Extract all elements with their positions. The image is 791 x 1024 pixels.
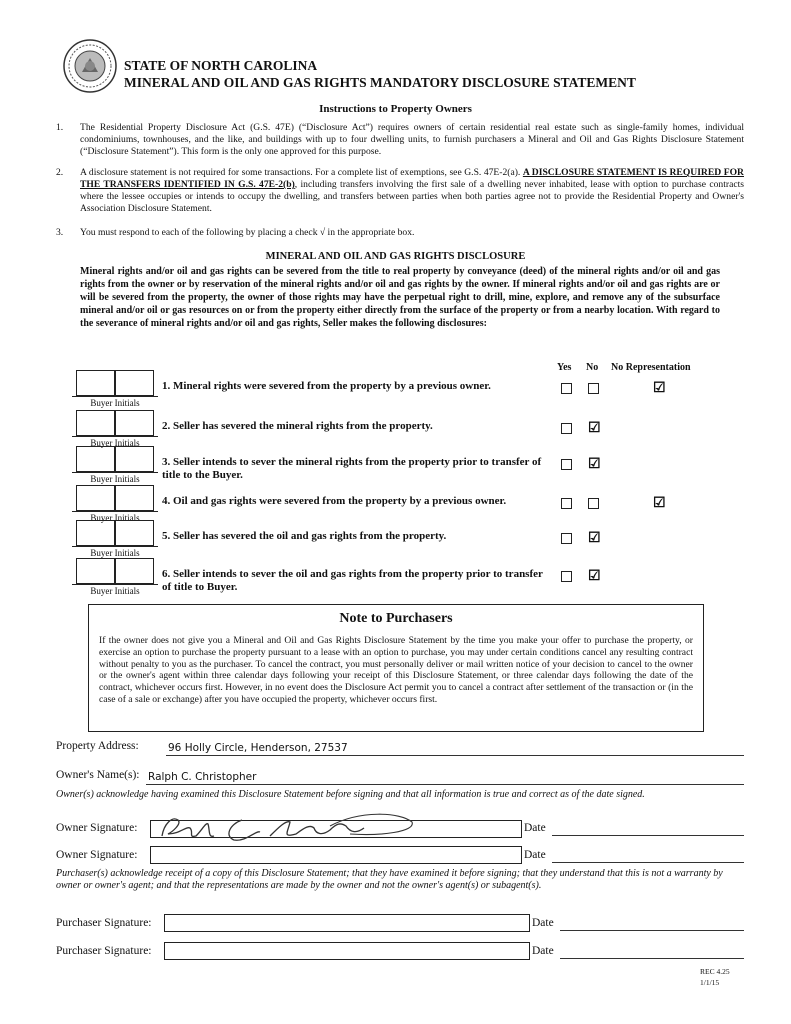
checkbox-no-2[interactable]: ☑: [588, 421, 601, 436]
owner-signature-label-2: Owner Signature:: [56, 849, 138, 861]
buyer-initials-6[interactable]: [72, 558, 158, 596]
instruction-item-1: [56, 122, 744, 158]
disclosure-statement-6: 6. Seller intends to sever the oil and gas rights from the property prior to transfer of title to Buyer.: [162, 568, 543, 593]
disclosure-statement-3: 3. Seller intends to sever the mineral rights from the property prior to transfer of title to the Buyer.: [162, 456, 542, 481]
initials-box[interactable]: [115, 370, 154, 396]
initials-box[interactable]: [115, 410, 154, 436]
buyer-initials-label: Buyer Initials: [72, 546, 158, 558]
nc-state-seal-icon: [62, 38, 118, 94]
owner-acknowledgement: Owner(s) acknowledge having examined this Disclosure Statement before signing and that all information is true and correct as of the date signed.: [56, 789, 645, 800]
instruction-item-2: [56, 167, 744, 215]
initials-box[interactable]: [115, 446, 154, 472]
initials-box[interactable]: [76, 520, 115, 546]
instruction-number: 2.: [56, 167, 64, 178]
checkbox-yes-2[interactable]: [561, 423, 572, 434]
disclosure-text: Mineral rights and/or oil and gas rights can be severed from the title to real property by conveyance (deed) of the mineral rights and/or oil and gas rights from the owner or by reservation of the mineral rights and/or oil and gas rights by the owner. If mineral rights and/or oil and gas rights are or will be severed from the property, the owner of those rights may have the perpetual right to drill, mine, explore, and remove any of the subsurface mineral and/or oil or gas resources on or from the property either directly from the surface of the property or from a nearby location. With regard to the severance of mineral rights and/or oil and gas rights, Seller makes the following disclosures:: [80, 266, 720, 329]
instruction-number: 3.: [56, 227, 64, 238]
purchaser-signature-field[interactable]: [164, 914, 530, 932]
buyer-initials-5[interactable]: [72, 520, 158, 558]
form-date: 1/1/15: [700, 978, 720, 987]
column-no: No: [586, 362, 599, 373]
owner-signature-handwriting-icon: [150, 806, 430, 848]
note-text: If the owner does not give you a Mineral and Oil and Gas Rights Disclosure Statement by the time you make your offer to purchase the property, or exercise an option to purchase the property pursuant to a lease with an option to purchase, you may under certain conditions cancel any resulting contract without penalty to you as the purchaser. To cancel the contract, you must personally deliver or mail written notice of your decision to cancel to the owner or the owner's agent within three calendar days following your receipt of this Disclosure Statement, or three calendar days following the date of the contract, whichever occurs first. However, in no event does the Disclosure Act permit you to cancel a contract after settlement of the transaction or (in the case of a sale or exchange) after you have occupied the property, whichever occurs first.: [99, 635, 693, 705]
purchaser-signature-label-2: Purchaser Signature:: [56, 945, 152, 957]
owner-signature-field-2[interactable]: [150, 846, 522, 864]
buyer-initials-label: Buyer Initials: [72, 472, 158, 484]
disclosure-statement-1: 1. Mineral rights were severed from the property by a previous owner.: [162, 380, 491, 392]
checkbox-no-6[interactable]: ☑: [588, 569, 601, 584]
owner-names-line: [146, 784, 744, 785]
owner-date-label-1: Date: [524, 822, 546, 834]
initials-box[interactable]: [76, 446, 115, 472]
initials-box[interactable]: [76, 558, 115, 584]
initials-box[interactable]: [115, 520, 154, 546]
checkbox-no-4[interactable]: [588, 498, 599, 509]
checkbox-yes-5[interactable]: [561, 533, 572, 544]
buyer-initials-4[interactable]: [72, 485, 158, 523]
buyer-initials-label: Buyer Initials: [72, 396, 158, 408]
initials-box[interactable]: [76, 485, 115, 511]
owner-signature-label: Owner Signature:: [56, 822, 138, 834]
initials-box[interactable]: [76, 410, 115, 436]
disclosure-heading: MINERAL AND OIL AND GAS RIGHTS DISCLOSURE: [265, 251, 526, 262]
owner-names-value[interactable]: Ralph C. Christopher: [148, 771, 257, 783]
purchaser-signature-label: Purchaser Signature:: [56, 917, 152, 929]
initials-box[interactable]: [76, 370, 115, 396]
required-transfers-underlined: A DISCLOSURE STATEMENT IS REQUIRED FOR THE TRANSFERS IDENTIFIED IN G.S. 47E-2(b): [80, 167, 744, 190]
disclosure-statement-4: 4. Oil and gas rights were severed from the property by a previous owner.: [162, 495, 507, 507]
owner-date-label-2: Date: [524, 849, 546, 861]
owner-names-label: Owner's Name(s):: [56, 769, 140, 781]
purchaser-acknowledgement: Purchaser(s) acknowledge receipt of a copy of this Disclosure Statement; that they have examined it before signing; that they understand that this is not a warranty by owner or owner's agent; and that the representations are made by the owner and not the owner's agent(s) or subagent(s).: [56, 868, 723, 891]
property-address-value[interactable]: 96 Holly Circle, Henderson, 27537: [168, 742, 348, 754]
buyer-initials-3[interactable]: [72, 446, 158, 484]
checkbox-no-3[interactable]: ☑: [588, 457, 601, 472]
header-state: STATE OF NORTH CAROLINA: [124, 58, 318, 73]
initials-box[interactable]: [115, 558, 154, 584]
purchaser-signature-field-2[interactable]: [164, 942, 530, 960]
owner-date-line-1[interactable]: [552, 835, 744, 836]
form-code: REC 4.25: [700, 967, 730, 976]
header-title: MINERAL AND OIL AND GAS RIGHTS MANDATORY DISCLOSURE STATEMENT: [124, 75, 636, 90]
initials-box[interactable]: [115, 485, 154, 511]
checkbox-yes-4[interactable]: [561, 498, 572, 509]
purchaser-date-label-2: Date: [532, 945, 554, 957]
owner-date-line-2[interactable]: [552, 862, 744, 863]
instruction-text: The Residential Property Disclosure Act (G.S. 47E) (“Disclosure Act”) requires owners of certain residential real estate such as single-family homes, individual condominiums, townhouses, and the like, and buildings with up to four dwelling units, to furnish purchasers a Mineral and Oil and Gas Rights Disclosure Statement (“Disclosure Statement”). This form is the only one approved for this purpose.: [80, 122, 744, 157]
checkbox-yes-1[interactable]: [561, 383, 572, 394]
disclosure-statement-2: 2. Seller has severed the mineral rights from the property.: [162, 420, 433, 432]
instructions-heading: Instructions to Property Owners: [319, 103, 472, 115]
note-to-purchasers-box: [88, 604, 704, 732]
property-address-line: [166, 755, 744, 756]
purchaser-date-line-1[interactable]: [560, 930, 744, 931]
checkbox-no-5[interactable]: ☑: [588, 531, 601, 546]
property-address-label: Property Address:: [56, 740, 139, 752]
purchaser-date-label-1: Date: [532, 917, 554, 929]
buyer-initials-label: Buyer Initials: [72, 511, 158, 523]
column-no-representation: No Representation: [611, 362, 691, 373]
purchaser-date-line-2[interactable]: [560, 958, 744, 959]
checkbox-yes-6[interactable]: [561, 571, 572, 582]
instruction-text: A disclosure statement is not required for some transactions. For a complete list of exemptions, see G.S. 47E-2(a). A DISCLOSURE STATEMENT IS REQUIRED FOR THE TRANSFERS IDENTIFIED IN G.S. 47E-2(b), including transfers involving the first sale of a dwelling never inhabited, lease with option to purchase contracts where the lessee occupies or intends to occupy the dwelling, and transfers between parties when both parties agree not to provide the Residential Property and Owner's Association Disclosure Statement.: [80, 167, 744, 214]
note-title: Note to Purchasers: [339, 611, 453, 626]
buyer-initials-label: Buyer Initials: [72, 584, 158, 596]
checkbox-norep-1[interactable]: ☑: [653, 381, 666, 396]
buyer-initials-1[interactable]: [72, 370, 158, 408]
buyer-initials-label: Buyer Initials: [72, 436, 158, 448]
instruction-text: You must respond to each of the following by placing a check √ in the appropriate box.: [80, 227, 415, 238]
disclosure-statement-5: 5. Seller has severed the oil and gas rights from the property.: [162, 530, 447, 542]
column-yes: Yes: [557, 362, 572, 373]
checkbox-yes-3[interactable]: [561, 459, 572, 470]
instruction-item-3: [56, 227, 744, 239]
checkbox-no-1[interactable]: [588, 383, 599, 394]
checkbox-norep-4[interactable]: ☑: [653, 496, 666, 511]
buyer-initials-2[interactable]: [72, 410, 158, 448]
instruction-number: 1.: [56, 122, 64, 133]
